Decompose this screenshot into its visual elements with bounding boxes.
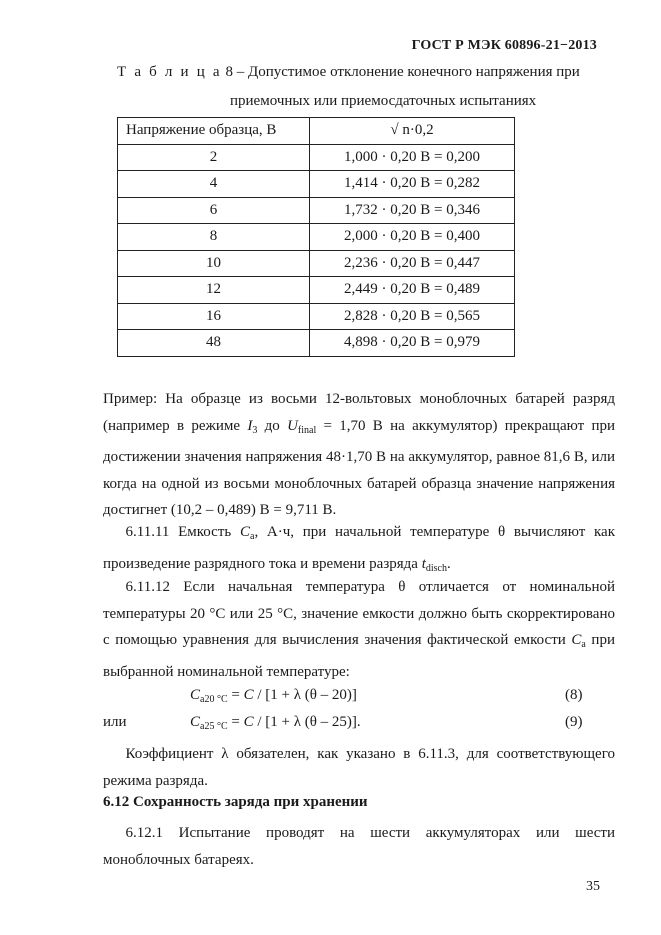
p6111-text-2: , А·ч, при начальной температуре θ вычисляют как произведение разрядного тока и времени разряда: [103, 524, 615, 572]
formula-9-rest: / [1 + λ (θ – 25)].: [253, 714, 361, 730]
current-subscript: 3: [252, 424, 258, 436]
table-row: [118, 171, 515, 198]
table-caption-line2: приемочных или приемосдаточных испытаниях: [230, 93, 537, 109]
example-text-3: = 1,70 В на аккумулятор) прекращают при достижении значения напряжения 48·1,70 В на аккумулятор, равное 81,6 В, или когда на одной из восьми моноблочных батарей образца значение напряжения достигнет (10,2 – 0,489) В = 9,711 В.: [103, 417, 616, 518]
capacity-subscript: a: [581, 639, 586, 650]
p6112-text-1: 6.11.12 Если начальная температура θ отличается от номинальной температуры 20 °C или 25 °C, значение емкости должно быть скорректировано с помощью уравнения для вычисления значения фактической емкости: [103, 579, 615, 648]
table-cell-value: 2,828 · 0,20 В = 0,565: [310, 303, 515, 330]
formula-8: [190, 687, 357, 705]
table-row: [118, 197, 515, 224]
table-row: [118, 277, 515, 304]
table-cell-value: 2,236 · 0,20 В = 0,447: [310, 250, 515, 277]
table-caption-prefix: Т а б л и ц а: [117, 64, 222, 80]
example-paragraph: [103, 386, 615, 524]
capacity-subscript: a: [249, 531, 255, 542]
section-heading-6-12: 6.12 Сохранность заряда при хранении: [103, 794, 368, 810]
example-text-1: Пример: На образце из восьми 12-вольтовых моноблочных батарей разряд (например в режиме: [103, 391, 615, 434]
table-row: [118, 250, 515, 277]
table-cell-voltage: 10: [118, 250, 310, 277]
formula-9-symbol: C: [190, 714, 201, 730]
table-cell-voltage: 4: [118, 171, 310, 198]
table-cell-value: 2,449 · 0,20 В = 0,489: [310, 277, 515, 304]
formula-8-symbol: C: [190, 687, 201, 703]
table-cell-value: 1,000 · 0,20 В = 0,200: [310, 144, 515, 171]
formula-9: [190, 714, 361, 732]
table-cell-value: 4,898 · 0,20 В = 0,979: [310, 330, 515, 357]
formula-8-symbol-2: C: [243, 687, 254, 703]
p6121-text: 6.12.1 Испытание проводят на шести аккумуляторах или шести моноблочных батареях.: [103, 825, 615, 868]
table-cell-voltage: 6: [118, 197, 310, 224]
table-caption-line1: [117, 64, 661, 81]
table-row: [118, 144, 515, 171]
table-cell-value: 2,000 · 0,20 В = 0,400: [310, 224, 515, 251]
coefficient-paragraph: [103, 741, 615, 794]
current-symbol: I: [247, 417, 253, 434]
table-cell-voltage: 12: [118, 277, 310, 304]
table-cell-voltage: 8: [118, 224, 310, 251]
table-row: [118, 330, 515, 357]
example-text-2: до: [257, 417, 288, 434]
p6112-text-2: при выбранной номинальной температуре:: [103, 632, 615, 680]
table-header-formula: √ n·0,2: [310, 118, 515, 145]
table-cell-value: 1,732 · 0,20 В = 0,346: [310, 197, 515, 224]
table-cell-voltage: 48: [118, 330, 310, 357]
table-row: [118, 303, 515, 330]
table-row: [118, 224, 515, 251]
table-caption-text: 8 – Допустимое отклонение конечного напряжения при: [221, 64, 580, 80]
voltage-symbol: U: [287, 417, 298, 434]
formula-9-number: (9): [565, 714, 583, 730]
formula-9-subscript: a25 °C: [200, 721, 228, 732]
table-cell-voltage: 2: [118, 144, 310, 171]
formula-or-word: или: [103, 714, 127, 730]
paragraph-6-11-12: [103, 574, 615, 685]
formula-9-equals: =: [227, 714, 244, 730]
time-symbol: t: [421, 555, 426, 572]
coefficient-text: Коэффициент λ обязателен, как указано в 6.11.3, для соответствующего режима разряда.: [103, 746, 615, 789]
time-subscript: disch: [425, 562, 447, 574]
capacity-symbol: C: [571, 632, 582, 648]
table-cell-value: 1,414 · 0,20 В = 0,282: [310, 171, 515, 198]
table-header-row: [118, 118, 515, 145]
formula-8-rest: / [1 + λ (θ – 20)]: [253, 687, 357, 703]
voltage-subscript: final: [297, 424, 317, 436]
voltage-deviation-table: [117, 117, 515, 357]
paragraph-6-12-1: [103, 820, 615, 873]
document-header: ГОСТ Р МЭК 60896-21−2013: [411, 38, 597, 53]
formula-8-number: (8): [565, 687, 583, 703]
capacity-symbol: C: [239, 524, 250, 540]
p6111-text-3: .: [446, 555, 451, 572]
table-cell-voltage: 16: [118, 303, 310, 330]
formula-8-subscript: a20 °C: [200, 694, 228, 705]
formula-9-symbol-2: C: [243, 714, 254, 730]
table-header-voltage: Напряжение образца, В: [118, 118, 310, 145]
p6111-text-1: 6.11.11 Емкость: [125, 524, 240, 540]
page-number: 35: [586, 879, 600, 894]
paragraph-6-11-11: [103, 519, 615, 582]
formula-8-equals: =: [227, 687, 244, 703]
